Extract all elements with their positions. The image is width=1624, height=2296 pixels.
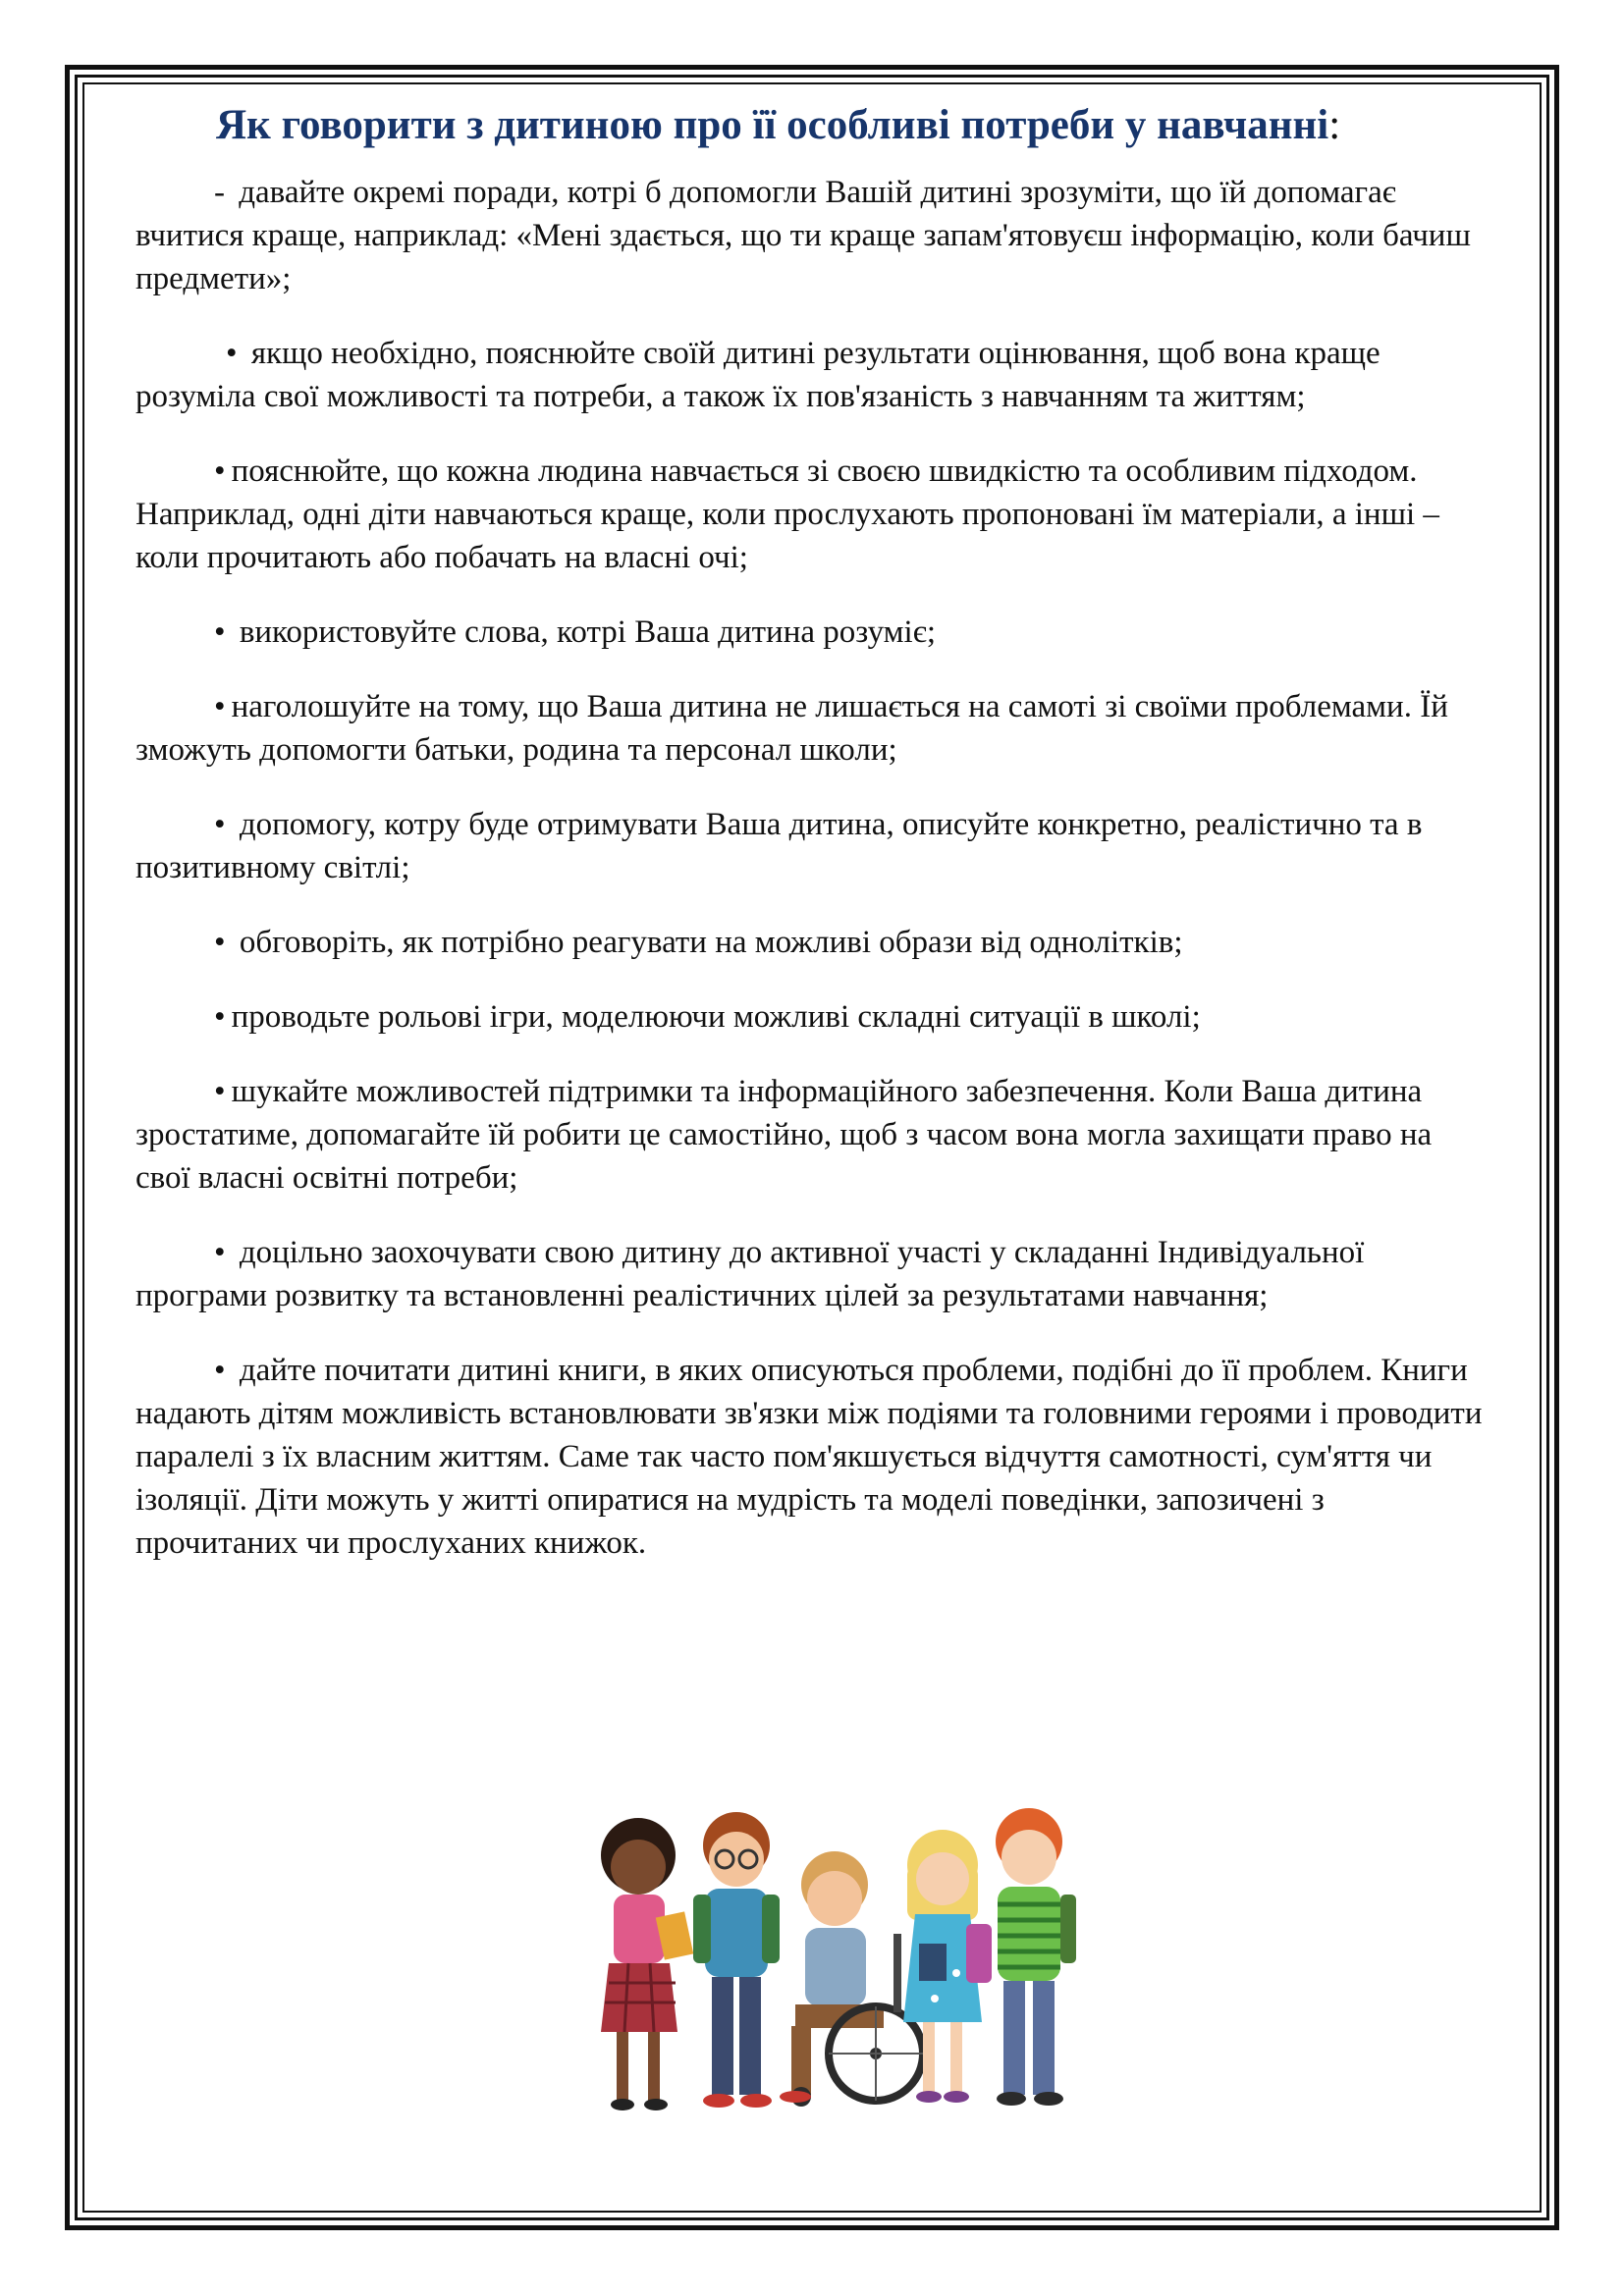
advice-item-2 xyxy=(135,332,1490,418)
child-girl-blonde xyxy=(903,1830,992,2103)
bullet-marker: • xyxy=(214,925,226,960)
dash-marker: - xyxy=(214,175,225,210)
page-title xyxy=(135,98,1490,153)
advice-text: шукайте можливостей підтримки та інформаційного забезпечення. Коли Ваша дитина зростатиме, допомагайте їй робити це самостійно, щоб з часом вона могла захищати право на свої власні освітні потреби; xyxy=(135,1074,1433,1196)
bullet-marker: • xyxy=(214,807,226,842)
advice-item-7 xyxy=(135,921,1490,964)
advice-text: допомогу, котру буде отримувати Ваша дитина, описуйте конкретно, реалістично та в позитивному світлі; xyxy=(135,807,1423,885)
child-boy-red-hair xyxy=(996,1808,1076,2106)
advice-item-6 xyxy=(135,803,1490,889)
children-illustration xyxy=(569,1796,1080,2150)
advice-text: використовуйте слова, котрі Ваша дитина розуміє; xyxy=(239,614,937,650)
bullet-marker: • xyxy=(226,336,238,371)
bullet-marker: • xyxy=(214,614,226,650)
child-boy-wheelchair xyxy=(780,1851,923,2107)
child-boy-glasses xyxy=(693,1812,780,2108)
advice-item-10 xyxy=(135,1231,1490,1317)
advice-item-3 xyxy=(135,450,1490,579)
advice-item-8 xyxy=(135,995,1490,1039)
child-girl-curly-hair xyxy=(601,1818,693,2110)
page-title-text: Як говорити з дитиною про її особливі потреби у навчанні xyxy=(216,102,1329,148)
advice-item-4 xyxy=(135,611,1490,654)
bullet-marker: • xyxy=(214,1235,226,1270)
bullet-marker: • xyxy=(214,454,226,489)
advice-text: давайте окремі поради, котрі б допомогли Вашій дитині зрозуміти, що їй допомагає вчитися краще, наприклад: «Мені здається, що ти краще запам'ятовуєш інформацію, коли бачиш предмети»; xyxy=(135,175,1471,296)
bullet-marker: • xyxy=(214,1074,226,1109)
bullet-marker: • xyxy=(214,1353,226,1388)
advice-item-5 xyxy=(135,685,1490,772)
advice-text: пояснюйте, що кожна людина навчається зі своєю швидкістю та особливим підходом. Наприклад, одні діти навчаються краще, коли прослухають пропоновані їм матеріали, а інші – коли прочитають або побачать на власні очі; xyxy=(135,454,1439,575)
bullet-marker: • xyxy=(214,689,226,724)
bullet-marker: • xyxy=(214,999,226,1035)
advice-text: якщо необхідно, пояснюйте своїй дитині результати оцінювання, щоб вона краще розуміла свої можливості та потреби, а також їх пов'язаність з навчанням та життям; xyxy=(135,336,1380,414)
advice-item-1 xyxy=(135,171,1490,300)
document-content xyxy=(135,98,1490,1596)
advice-text: наголошуйте на тому, що Ваша дитина не лишається на самоті зі своїми проблемами. Їй зможуть допомогти батьки, родина та персонал школи; xyxy=(135,689,1448,768)
page-title-colon: : xyxy=(1328,102,1341,148)
advice-item-9 xyxy=(135,1070,1490,1200)
advice-item-11 xyxy=(135,1349,1490,1565)
advice-text: проводьте рольові ігри, моделюючи можливі складні ситуації в школі; xyxy=(231,999,1201,1035)
advice-text: дайте почитати дитині книги, в яких описуються проблеми, подібні до її проблем. Книги надають дітям можливість встановлювати зв'язки між подіями та головними героями і проводити паралелі з їх власним життям. Саме так часто пом'якшується відчуття самотності, сум'яття чи ізоляції. Діти можуть у житті опиратися на мудрість та моделі поведінки, запозичені з прочитаних чи прослуханих книжок. xyxy=(135,1353,1483,1561)
advice-text: обговоріть, як потрібно реагувати на можливі образи від однолітків; xyxy=(239,925,1183,960)
advice-text: доцільно заохочувати свою дитину до активної участі у складанні Індивідуальної програми розвитку та встановленні реалістичних цілей за результатами навчання; xyxy=(135,1235,1365,1313)
